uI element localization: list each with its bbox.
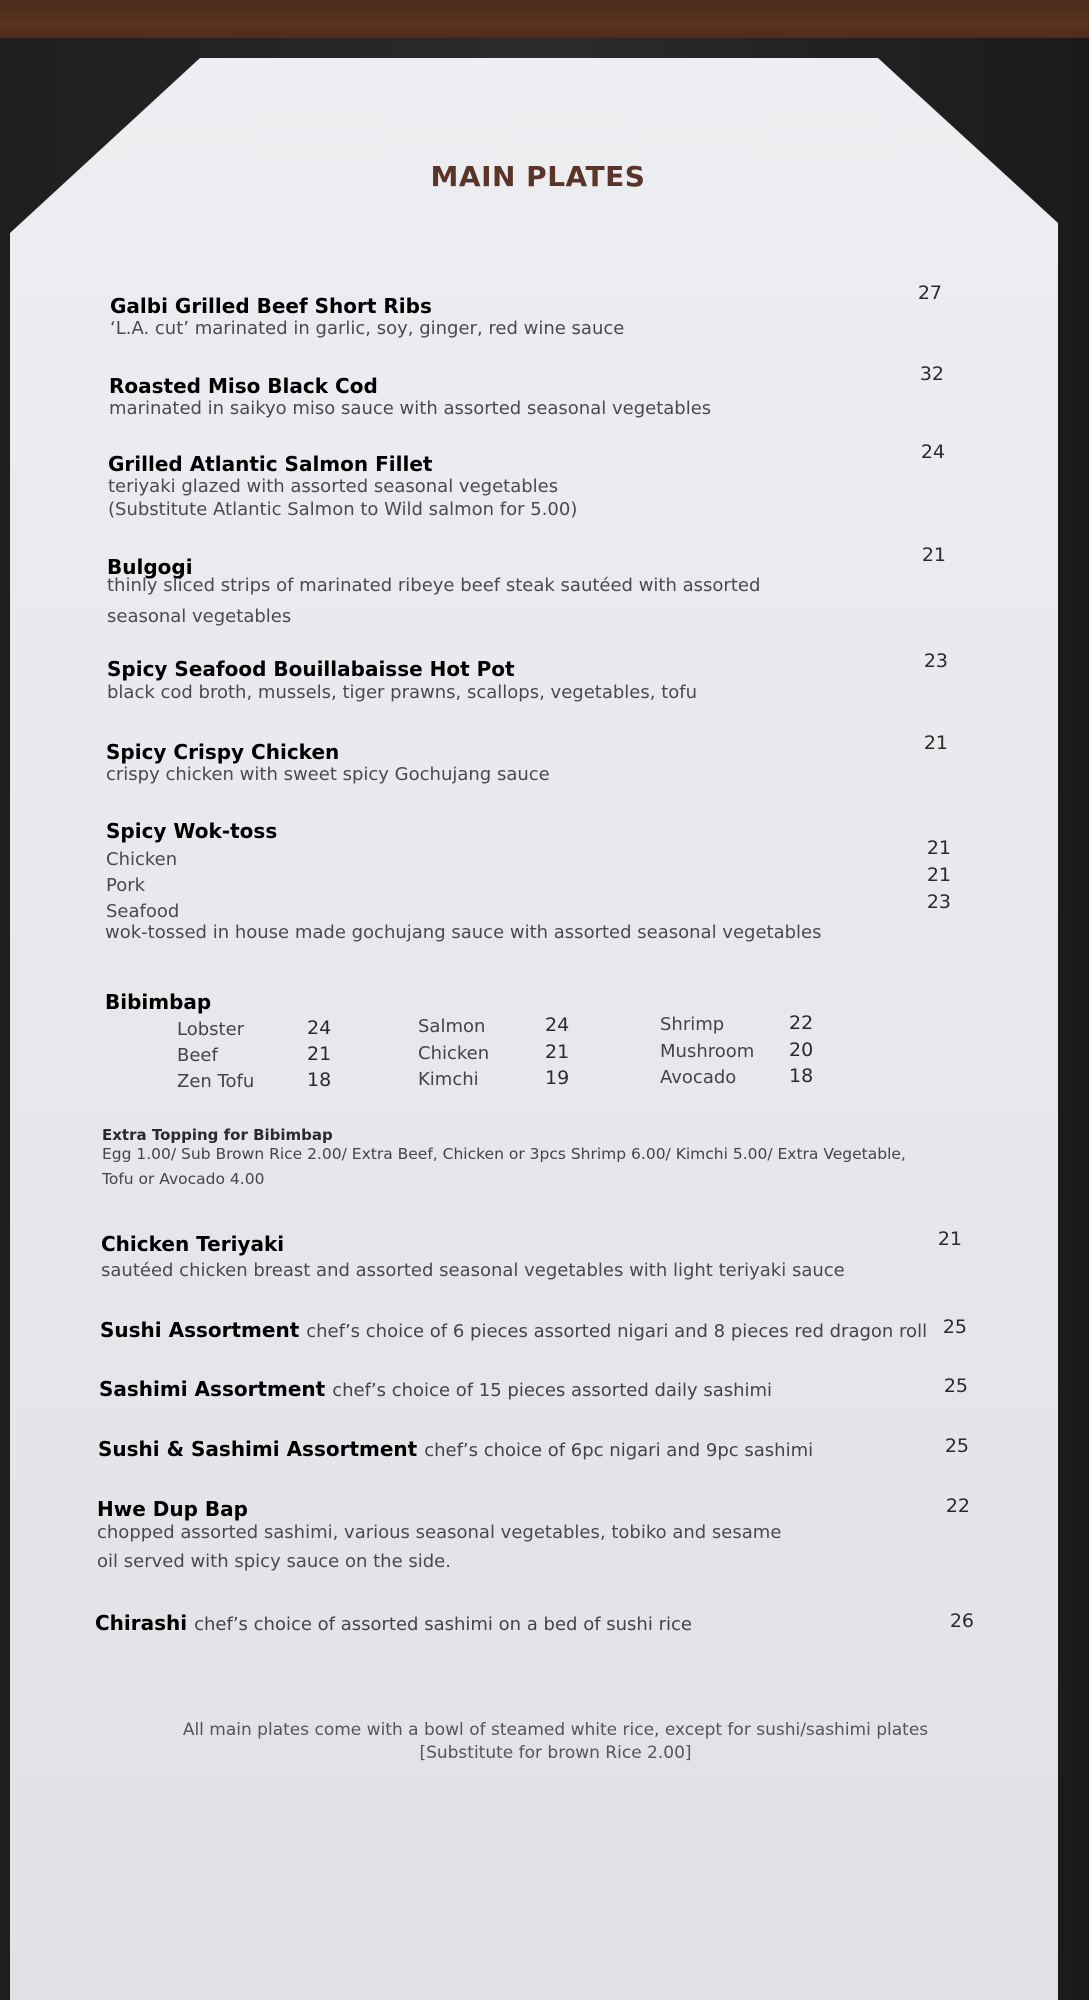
item-desc-hwe-dup-bap-2: oil served with spicy sauce on the side. <box>97 1551 451 1572</box>
bibimbap-option-kimchi: Kimchi <box>418 1069 479 1090</box>
item-name-hot-pot: Spicy Seafood Bouillabaisse Hot Pot <box>107 657 515 681</box>
bibimbap-price-avocado: 18 <box>789 1065 814 1087</box>
item-price-galbi: 27 <box>917 282 942 304</box>
item-desc-sashimi-assortment: chef’s choice of 15 pieces assorted daily sashimi <box>332 1380 773 1401</box>
bibimbap-option-salmon: Salmon <box>418 1016 486 1037</box>
item-name-sushi-assortment: Sushi Assortment <box>100 1318 300 1342</box>
item-desc-sushi-sashimi-assortment: chef’s choice of 6pc nigari and 9pc sashimi <box>424 1440 814 1461</box>
item-desc-black-cod: marinated in saikyo miso sauce with assorted seasonal vegetables <box>109 398 712 419</box>
wok-price-chicken: 21 <box>926 837 951 859</box>
bibimbap-option-shrimp: Shrimp <box>660 1014 725 1035</box>
item-desc-bulgogi-2: seasonal vegetables <box>107 606 292 627</box>
bibimbap-price-shrimp: 22 <box>789 1012 814 1034</box>
bibimbap-option-mushroom: Mushroom <box>660 1041 755 1062</box>
bibimbap-option-beef: Beef <box>177 1045 218 1066</box>
bibimbap-option-zen-tofu: Zen Tofu <box>177 1071 255 1092</box>
item-name-sashimi-assortment: Sashimi Assortment <box>99 1377 326 1401</box>
item-desc-salmon: teriyaki glazed with assorted seasonal vegetables <box>108 476 559 497</box>
page-title: MAIN PLATES <box>430 160 646 193</box>
bibimbap-price-zen-tofu: 18 <box>307 1069 332 1091</box>
item-price-black-cod: 32 <box>919 363 944 385</box>
bibimbap-price-salmon: 24 <box>545 1014 570 1036</box>
item-price-sushi-assortment: 25 <box>942 1316 967 1338</box>
bibimbap-option-chicken: Chicken <box>418 1043 490 1064</box>
item-desc-hot-pot: black cod broth, mussels, tiger prawns, scallops, vegetables, tofu <box>107 682 698 703</box>
item-price-salmon: 24 <box>920 441 945 463</box>
item-name-wok-toss: Spicy Wok-toss <box>106 819 278 843</box>
item-desc-hwe-dup-bap: chopped assorted sashimi, various seasonal vegetables, tobiko and sesame <box>97 1522 782 1543</box>
extra-topping-line-1: Egg 1.00/ Sub Brown Rice 2.00/ Extra Beef, Chicken or 3pcs Shrimp 6.00/ Kimchi 5.00/ Extra Vegetable, <box>102 1145 906 1163</box>
extra-topping-line-2: Tofu or Avocado 4.00 <box>102 1170 265 1188</box>
item-price-bulgogi: 21 <box>921 544 946 566</box>
item-name-galbi: Galbi Grilled Beef Short Ribs <box>110 294 432 318</box>
item-sashimi-assortment <box>99 1377 772 1401</box>
bibimbap-price-mushroom: 20 <box>789 1039 814 1061</box>
menu-page <box>10 58 1058 2000</box>
footer-note-line-2: [Substitute for brown Rice 2.00] <box>419 1743 692 1763</box>
item-name-sushi-sashimi-assortment: Sushi & Sashimi Assortment <box>98 1437 418 1461</box>
item-price-hot-pot: 23 <box>923 650 948 672</box>
wok-price-pork: 21 <box>926 864 951 886</box>
wok-option-seafood: Seafood <box>106 901 180 922</box>
bibimbap-option-lobster: Lobster <box>177 1019 245 1040</box>
bibimbap-price-lobster: 24 <box>307 1017 332 1039</box>
item-name-black-cod: Roasted Miso Black Cod <box>109 374 378 398</box>
item-price-crispy-chicken: 21 <box>923 732 948 754</box>
wok-option-pork: Pork <box>106 875 146 896</box>
item-price-sushi-sashimi-assortment: 25 <box>944 1435 969 1457</box>
item-desc-chirashi: chef’s choice of assorted sashimi on a bed of sushi rice <box>194 1614 692 1635</box>
item-name-hwe-dup-bap: Hwe Dup Bap <box>97 1497 248 1521</box>
item-price-sashimi-assortment: 25 <box>943 1375 968 1397</box>
item-price-chirashi: 26 <box>949 1610 974 1632</box>
item-name-bulgogi: Bulgogi <box>107 555 193 579</box>
bibimbap-price-beef: 21 <box>307 1043 332 1065</box>
item-desc-salmon-substitute: (Substitute Atlantic Salmon to Wild salmon for 5.00) <box>108 499 578 520</box>
item-chirashi <box>95 1611 692 1635</box>
item-desc-sushi-assortment: chef’s choice of 6 pieces assorted nigari and 8 pieces red dragon roll <box>306 1321 928 1342</box>
item-desc-crispy-chicken: crispy chicken with sweet spicy Gochujang sauce <box>106 764 550 785</box>
item-price-hwe-dup-bap: 22 <box>945 1495 970 1517</box>
bibimbap-option-avocado: Avocado <box>660 1067 737 1088</box>
item-name-bibimbap: Bibimbap <box>105 990 212 1014</box>
item-name-chicken-teriyaki: Chicken Teriyaki <box>101 1232 285 1256</box>
item-desc-chicken-teriyaki: sautéed chicken breast and assorted seasonal vegetables with light teriyaki sauce <box>101 1260 845 1281</box>
item-name-chirashi: Chirashi <box>95 1611 188 1635</box>
footer-note-line-1: All main plates come with a bowl of steamed white rice, except for sushi/sashimi plates <box>182 1720 929 1740</box>
item-sushi-sashimi-assortment <box>98 1437 813 1461</box>
item-name-salmon: Grilled Atlantic Salmon Fillet <box>108 452 433 476</box>
item-desc-bulgogi: thinly sliced strips of marinated ribeye beef steak sautéed with assorted <box>107 575 761 596</box>
item-price-chicken-teriyaki: 21 <box>937 1228 962 1250</box>
item-desc-galbi: ‘L.A. cut’ marinated in garlic, soy, ginger, red wine sauce <box>110 318 625 339</box>
wok-price-seafood: 23 <box>926 891 951 913</box>
item-sushi-assortment <box>100 1318 927 1342</box>
item-desc-wok-toss: wok-tossed in house made gochujang sauce with assorted seasonal vegetables <box>105 922 822 943</box>
extra-topping-heading: Extra Topping for Bibimbap <box>102 1126 333 1144</box>
item-name-crispy-chicken: Spicy Crispy Chicken <box>106 740 340 764</box>
wok-option-chicken: Chicken <box>106 849 178 870</box>
bibimbap-price-chicken: 21 <box>545 1041 570 1063</box>
bibimbap-price-kimchi: 19 <box>545 1067 570 1089</box>
